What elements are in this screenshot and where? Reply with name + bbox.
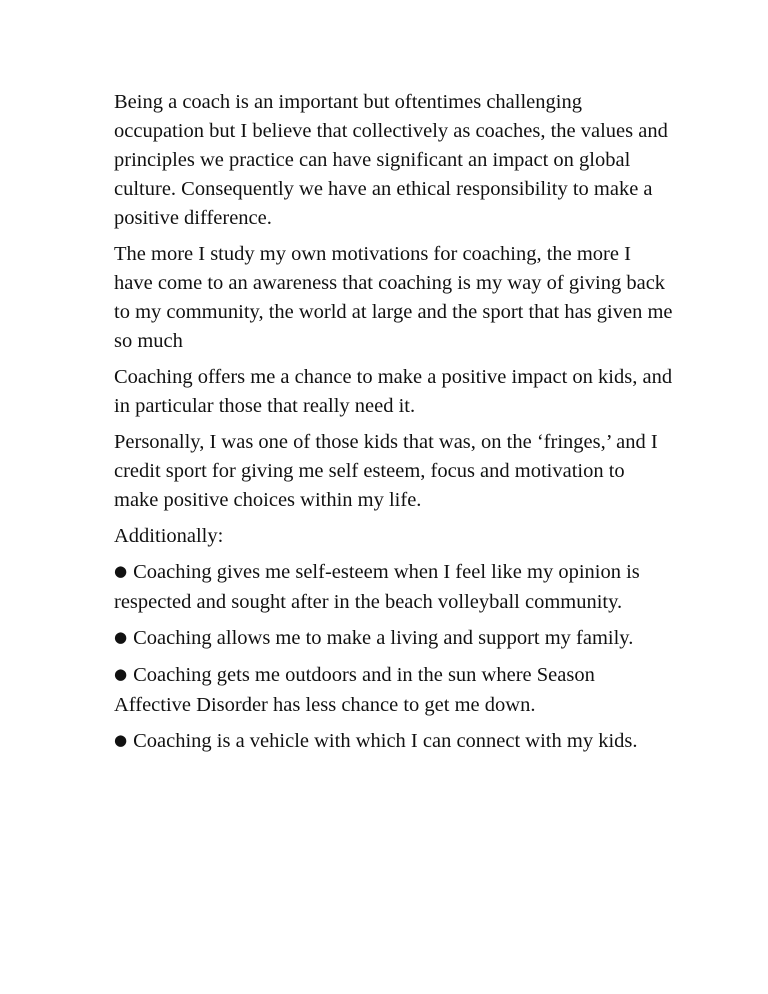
paragraph-motivations: The more I study my own motivations for coaching, the more I have come to an awareness that coaching is my way of giving back to my community, the world at large and the sport that has given me so much [114,243,673,352]
bullet-text: Coaching is a vehicle with which I can connect with my kids. [133,730,638,752]
bullet-text: Coaching allows me to make a living and support my family. [133,627,634,649]
paragraph-personal: Personally, I was one of those kids that was, on the ‘fringes,’ and I credit sport for giving me self esteem, focus and motivation to make positive choices within my life. [114,431,658,511]
bullet-item [114,624,674,654]
bullet-icon: ● [114,665,128,683]
paragraph-intro: Being a coach is an important but oftentimes challenging occupation but I believe that collectively as coaches, the values and principles we practice can have significant an impact on global culture. Consequently we have an ethical responsibility to make a positive difference. [114,91,668,229]
bullet-item [114,558,674,617]
bullet-item [114,661,674,720]
bullet-icon: ● [114,731,128,749]
paragraph-additionally: Additionally: [114,525,224,547]
bullet-text: Coaching gives me self-esteem when I feel like my opinion is respected and sought after in the beach volleyball community. [114,561,640,613]
bullet-icon: ● [114,562,128,580]
bullet-text: Coaching gets me outdoors and in the sun where Season Affective Disorder has less chance to get me down. [114,664,595,716]
document-body [114,88,674,764]
paragraph-kids-impact: Coaching offers me a chance to make a positive impact on kids, and in particular those that really need it. [114,366,673,417]
bullet-icon: ● [114,628,128,646]
bullet-item [114,727,674,757]
